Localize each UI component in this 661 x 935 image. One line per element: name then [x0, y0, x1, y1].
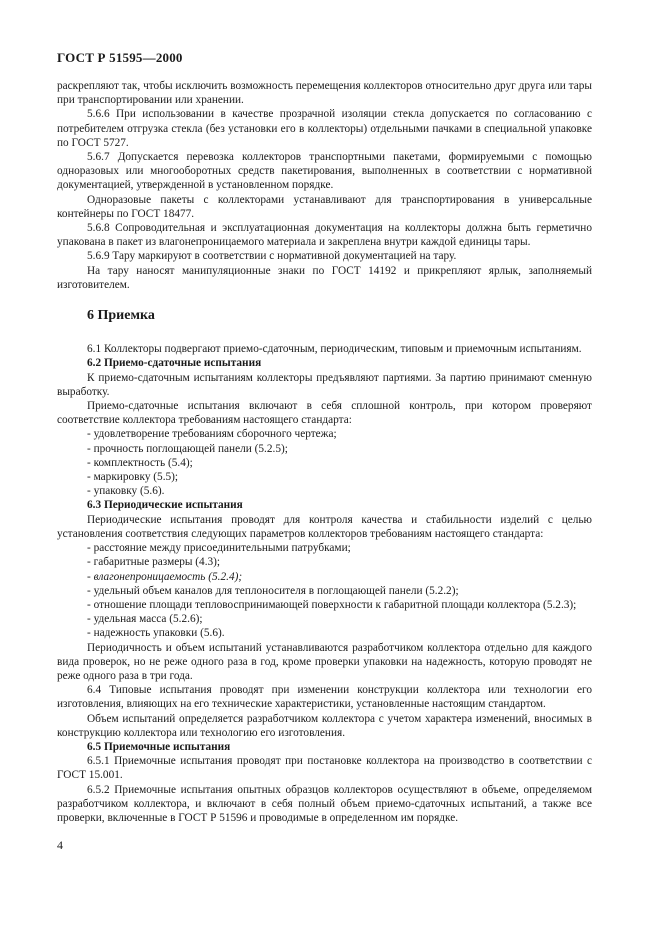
list-item: - упаковку (5.6).	[87, 485, 165, 498]
paragraph-6-5-1: 6.5.1 Приемочные испытания проводят при постановке коллектора на производство в соответствии с ГОСТ 15.001.	[57, 755, 592, 782]
list-item: - влагонепроницаемость (5.2.4);	[87, 570, 243, 583]
subsection-heading: 6.5 Приемочные испытания	[87, 740, 231, 753]
list-item: - габаритные размеры (4.3);	[87, 556, 221, 569]
list-item: - удельная масса (5.2.6);	[87, 613, 203, 626]
list-item: - удовлетворение требованиям сборочного чертежа;	[87, 428, 337, 441]
list-item: - комплектность (5.4);	[87, 456, 193, 469]
paragraph-6-5-2: 6.5.2 Приемочные испытания опытных образцов коллекторов осуществляют в объеме, определяемом разработчиком коллектора, и включают в себя полный объем приемо-сдаточных испытаний, а также все проверки, включенные в ГОСТ Р 51596 и проводимые в определенном им порядке.	[57, 783, 592, 824]
list-item: - надежность упаковки (5.6).	[87, 627, 225, 640]
paragraph: На тару наносят манипуляционные знаки по ГОСТ 14192 и прикрепляют ярлык, заполняемый изготовителем.	[57, 264, 592, 291]
paragraph: раскрепляют так, чтобы исключить возможность перемещения коллекторов относительно друг друга или тары при транспортировании или хранении.	[57, 80, 592, 107]
list-item: - расстояние между присоединительными патрубками;	[87, 542, 351, 555]
paragraph: Приемо-сдаточные испытания включают в себя сплошной контроль, при котором проверяют соответствие коллектора требованиям настоящего стандарта:	[57, 400, 592, 427]
subsection-heading: 6.3 Периодические испытания	[87, 499, 243, 512]
page-number: 4	[57, 838, 63, 852]
paragraph: Периодичность и объем испытаний устанавливаются разработчиком коллектора отдельно для каждого вида проверок, но не реже одного раза в год, кроме проверки упаковки на надежность, которую проводят не реже одного раза в три года.	[57, 641, 592, 682]
paragraph-6-1: 6.1 Коллекторы подвергают приемо-сдаточным, периодическим, типовым и приемочным испытаниям.	[87, 343, 582, 356]
paragraph: Периодические испытания проводят для контроля качества и стабильности изделий с целью установления соответствия следующих параметров коллекторов требованиям настоящего стандарта:	[57, 513, 592, 540]
list-item: - прочность поглощающей панели (5.2.5);	[87, 442, 288, 455]
paragraph: К приемо-сдаточным испытаниям коллекторы предъявляют партиями. За партию принимают сменную выработку.	[57, 371, 592, 398]
document-body	[57, 79, 592, 825]
document-header: ГОСТ Р 51595—2000	[57, 50, 183, 65]
section-title: 6 Приемка	[87, 308, 155, 324]
paragraph-5-6-9: 5.6.9 Тару маркируют в соответствии с нормативной документацией на тару.	[87, 250, 457, 263]
paragraph-5-6-7: 5.6.7 Допускается перевозка коллекторов транспортными пакетами, формируемыми с помощью одноразовых или многооборотных средств пакетирования, выполненных в соответствии с нормативной документацией, утвержденной в установленном порядке.	[57, 151, 592, 192]
list-item: - удельный объем каналов для теплоносителя в поглощающей панели (5.2.2);	[87, 584, 459, 597]
paragraph-5-6-6: 5.6.6 При использовании в качестве прозрачной изоляции стекла допускается по согласованию с потребителем отгрузка стекла (без установки его в коллекторы) отдельными пачками в специальной упаковке по ГОСТ 5727.	[57, 108, 592, 149]
list-item: - маркировку (5.5);	[87, 471, 179, 484]
paragraph-5-6-8: 5.6.8 Сопроводительная и эксплуатационная документация на коллекторы должна быть герметично упакована в пакет из влагонепроницаемого материала и закреплена внутри каждой единицы тары.	[57, 222, 592, 249]
paragraph: Одноразовые пакеты с коллекторами устанавливают для транспортирования в универсальные контейнеры по ГОСТ 18477.	[57, 193, 592, 220]
subsection-heading: 6.2 Приемо-сдаточные испытания	[87, 357, 262, 370]
paragraph-6-4: 6.4 Типовые испытания проводят при изменении конструкции коллектора или технологии его изготовления, влияющих на его технические характеристики, установленные настоящим стандартом.	[57, 684, 592, 711]
list-item: - отношение площади тепловоспринимающей поверхности к габаритной площади коллектора (5.2.3);	[87, 598, 577, 611]
paragraph: Объем испытаний определяется разработчиком коллектора с учетом характера изменений, вносимых в конструкцию коллектора или технологию его изготовления.	[57, 712, 592, 739]
